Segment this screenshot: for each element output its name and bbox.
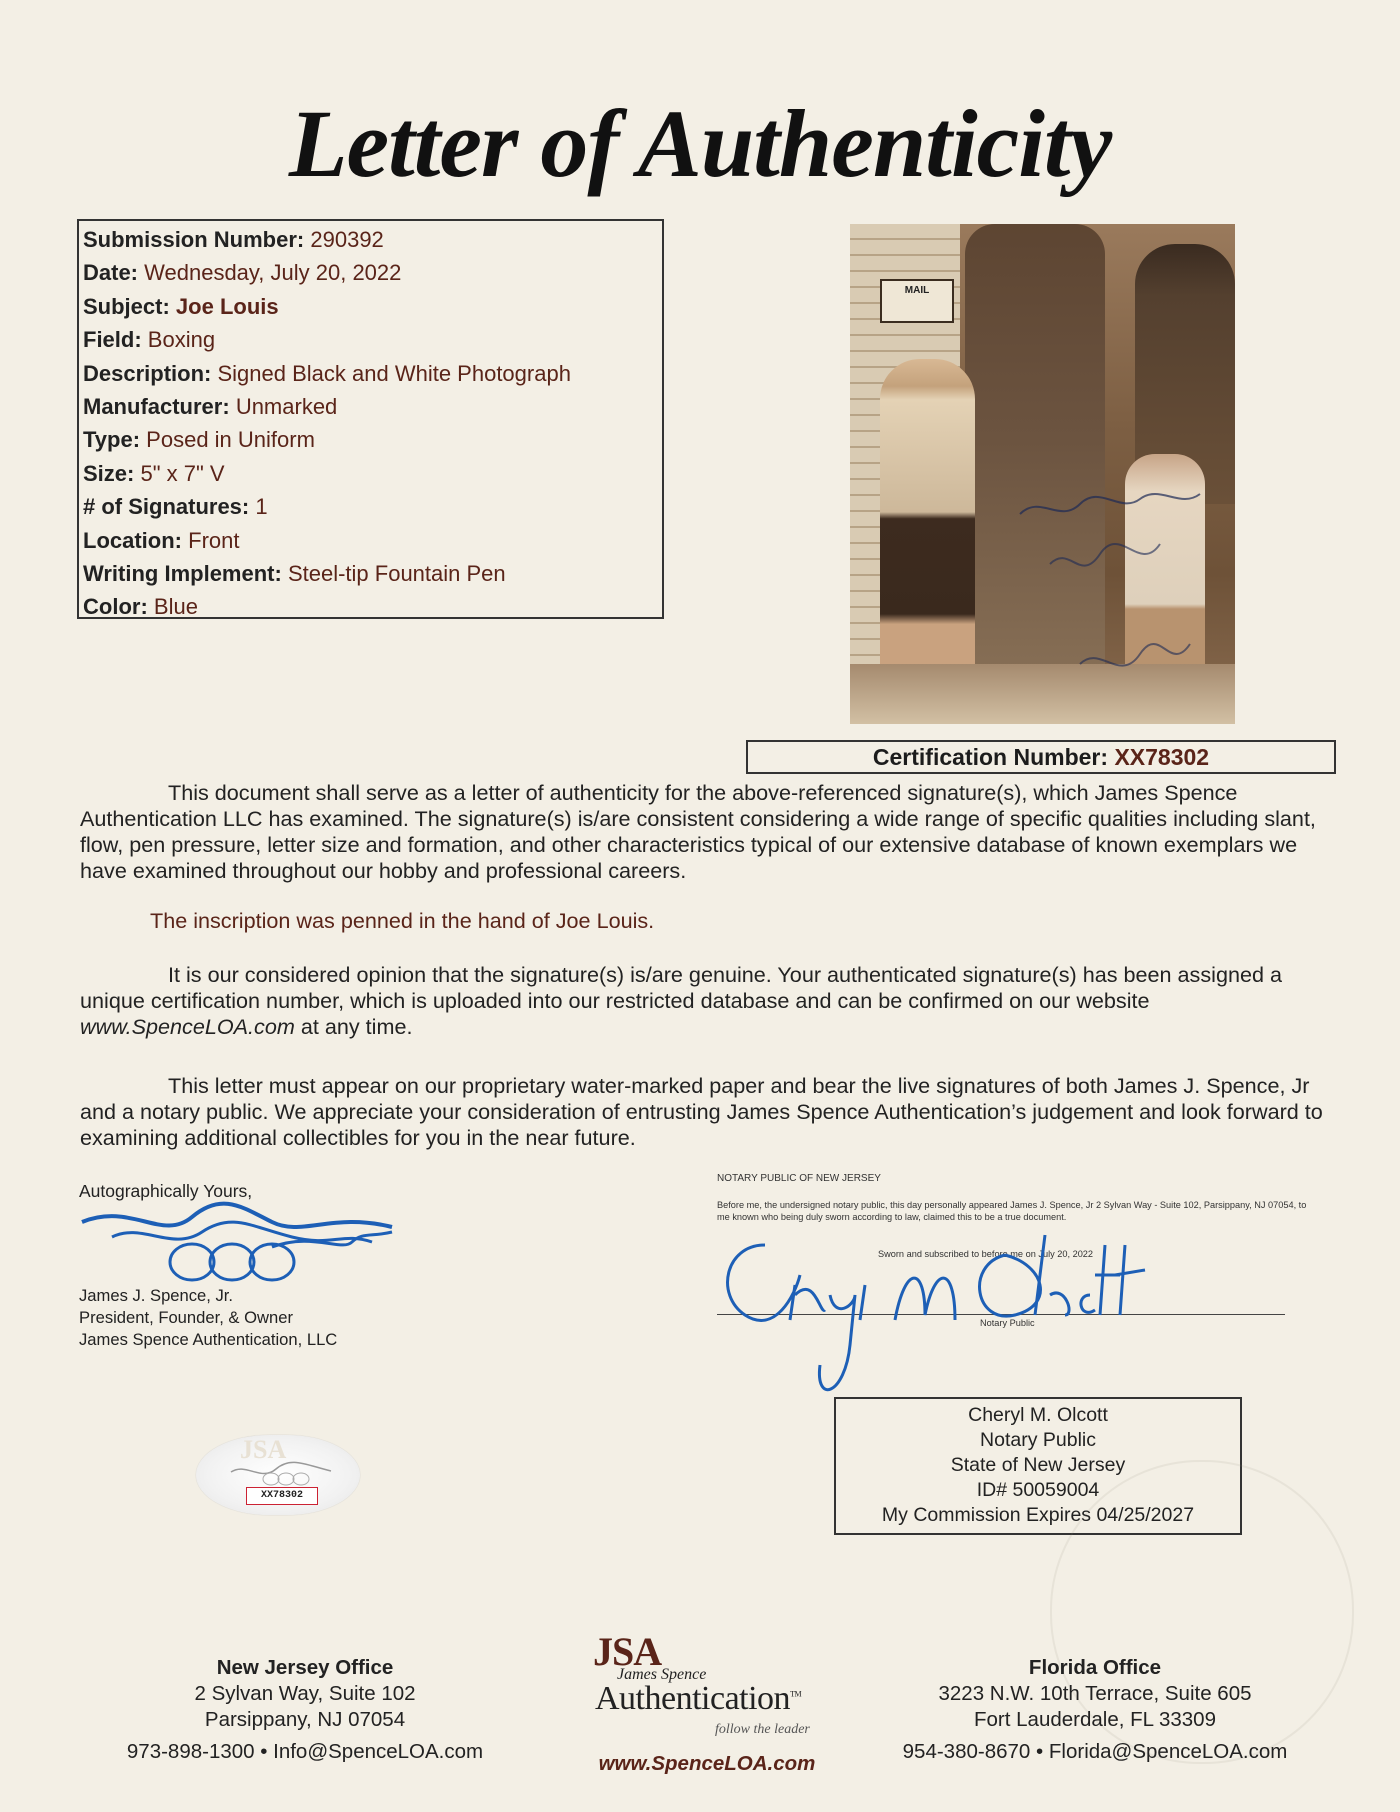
detail-value: 1: [255, 494, 268, 520]
notary-header: NOTARY PUBLIC OF NEW JERSEY: [717, 1173, 881, 1184]
detail-label: Subject:: [83, 293, 170, 319]
hologram-signature: [226, 1457, 336, 1487]
office-address-line1: 3223 N.W. 10th Terrace, Suite 605: [938, 1682, 1252, 1705]
jsa-logo: [565, 1628, 845, 1778]
paragraph-opinion: [80, 962, 1330, 1040]
detail-implement: [83, 557, 658, 590]
detail-description: [83, 357, 658, 390]
inscription-statement: The inscription was penned in the hand of Joe Louis.: [150, 908, 655, 933]
detail-subject: [83, 290, 658, 323]
detail-location: [83, 524, 658, 557]
office-name: New Jersey Office: [216, 1656, 394, 1679]
signer-role: President, Founder, & Owner: [79, 1308, 293, 1327]
logo-jsa: JSA: [593, 1629, 662, 1674]
logo-tm: TM: [790, 1689, 802, 1699]
details-box: [77, 219, 664, 619]
detail-value: Front: [188, 527, 240, 553]
paragraph-text: This letter must appear on our proprietary water-marked paper and bear the live signatures of both James J. Spence, Jr and a notary public. We appreciate your consideration of entrusting James Spence Authentication’s judgement and look forward to examining additional collectibles for you in the near future.: [80, 1073, 1323, 1150]
detail-label: Field:: [83, 327, 142, 353]
certification-number-box: [746, 740, 1336, 774]
logo-website[interactable]: www.SpenceLOA.com: [598, 1752, 816, 1775]
detail-value: Signed Black and White Photograph: [217, 360, 571, 386]
logo-tagline: follow the leader: [715, 1722, 810, 1737]
hologram-number: XX78302: [246, 1487, 318, 1505]
detail-value: Joe Louis: [175, 293, 279, 319]
detail-value: Blue: [153, 594, 198, 620]
certification-label: Certification Number:: [872, 744, 1109, 770]
detail-label: Type:: [83, 427, 141, 453]
logo-authentication-text: Authentication: [595, 1680, 791, 1717]
notary-state: State of New Jersey: [950, 1454, 1126, 1476]
page-title: Letter of Authenticity: [288, 90, 1112, 197]
detail-label: Date:: [83, 260, 139, 286]
detail-label: Size:: [83, 460, 135, 486]
office-contact: 954-380-8670 • Florida@SpenceLOA.com: [902, 1740, 1288, 1763]
boy-figure: [880, 359, 975, 699]
logo-authentication: [595, 1680, 801, 1718]
notary-line-label: Notary Public: [980, 1318, 1035, 1328]
certification-number: XX78302: [1114, 744, 1210, 770]
nj-office: [90, 1655, 520, 1765]
office-name: Florida Office: [1028, 1656, 1162, 1679]
detail-label: Manufacturer:: [83, 393, 230, 419]
notary-sworn: Sworn and subscribed to before me on July 20, 2022: [878, 1249, 1094, 1259]
detail-date: [83, 256, 658, 289]
photo-signature: [1010, 484, 1210, 704]
closing: Autographically Yours,: [79, 1181, 253, 1201]
detail-type: [83, 423, 658, 456]
hologram-brand: JSA: [240, 1435, 287, 1464]
office-contact: 973-898-1300 • Info@SpenceLOA.com: [126, 1740, 484, 1763]
detail-value: Wednesday, July 20, 2022: [144, 260, 402, 286]
detail-color: [83, 590, 658, 623]
notary-title: Notary Public: [980, 1429, 1096, 1451]
detail-value: Posed in Uniform: [146, 427, 315, 453]
mailbox: [880, 279, 954, 323]
office-address-line2: Fort Lauderdale, FL 33309: [974, 1708, 1216, 1731]
detail-size: [83, 457, 658, 490]
fl-office: [870, 1655, 1320, 1765]
detail-label: Submission Number:: [83, 227, 305, 252]
paragraph-text: This document shall serve as a letter of authenticity for the above-referenced signature(s), which James Spence Authentication LLC has examined. The signature(s) is/are consistent considering a wide range of specific qualities including slant, flow, pen pressure, letter size and formation, and other characteristics typical of our extensive database of known exemplars we have examined throughout our hobby and professional careers.: [80, 780, 1316, 883]
paragraph-requirements: [80, 1073, 1330, 1151]
paragraph-examination: [80, 780, 1330, 884]
spence-signature: [72, 1192, 402, 1287]
detail-signatures: [83, 490, 658, 523]
notary-name: Cheryl M. Olcott: [968, 1404, 1108, 1426]
signer-info: [79, 1285, 337, 1351]
detail-submission: [83, 223, 658, 256]
detail-label: Color:: [83, 594, 148, 620]
detail-value: Unmarked: [235, 393, 338, 419]
detail-label: Description:: [83, 360, 212, 386]
notary-expiration: My Commission Expires 04/25/2027: [881, 1504, 1195, 1526]
signed-photograph: [850, 224, 1235, 724]
office-address-line2: Parsippany, NJ 07054: [204, 1708, 406, 1731]
detail-value: 5" x 7" V: [140, 460, 225, 486]
detail-label: Writing Implement:: [83, 560, 282, 586]
detail-field: [83, 323, 658, 356]
notary-id: ID# 50059004: [976, 1479, 1100, 1501]
paragraph-text: It is our considered opinion that the signature(s) is/are genuine. Your authenticated signature(s) has been assigned a unique certification number, which is uploaded into our restricted database and can be confirmed on our website: [80, 962, 1282, 1013]
detail-manufacturer: [83, 390, 658, 423]
detail-label: # of Signatures:: [83, 494, 250, 520]
notary-signature: [705, 1225, 1205, 1405]
detail-value: 290392: [310, 227, 384, 252]
hologram-sticker: [196, 1435, 360, 1515]
signer-company: James Spence Authentication, LLC: [79, 1330, 338, 1349]
website-link[interactable]: www.SpenceLOA.com: [80, 1014, 295, 1039]
office-address-line1: 2 Sylvan Way, Suite 102: [194, 1682, 416, 1705]
detail-value: Boxing: [147, 327, 216, 353]
detail-label: Location:: [83, 527, 182, 553]
mailbox-label: MAIL: [904, 285, 930, 296]
notary-text: Before me, the undersigned notary public, this day personally appeared James J. Spence, Jr 2 Sylvan Way - Suite 102, Parsippany, NJ 07054, to me known who being duly sworn according to law, claimed this to be a true document.: [717, 1200, 1307, 1222]
logo-james-spence: James Spence: [617, 1666, 707, 1683]
detail-value: Steel-tip Fountain Pen: [287, 560, 506, 586]
signer-name: James J. Spence, Jr.: [79, 1286, 234, 1305]
paragraph-text: at any time.: [294, 1014, 413, 1039]
